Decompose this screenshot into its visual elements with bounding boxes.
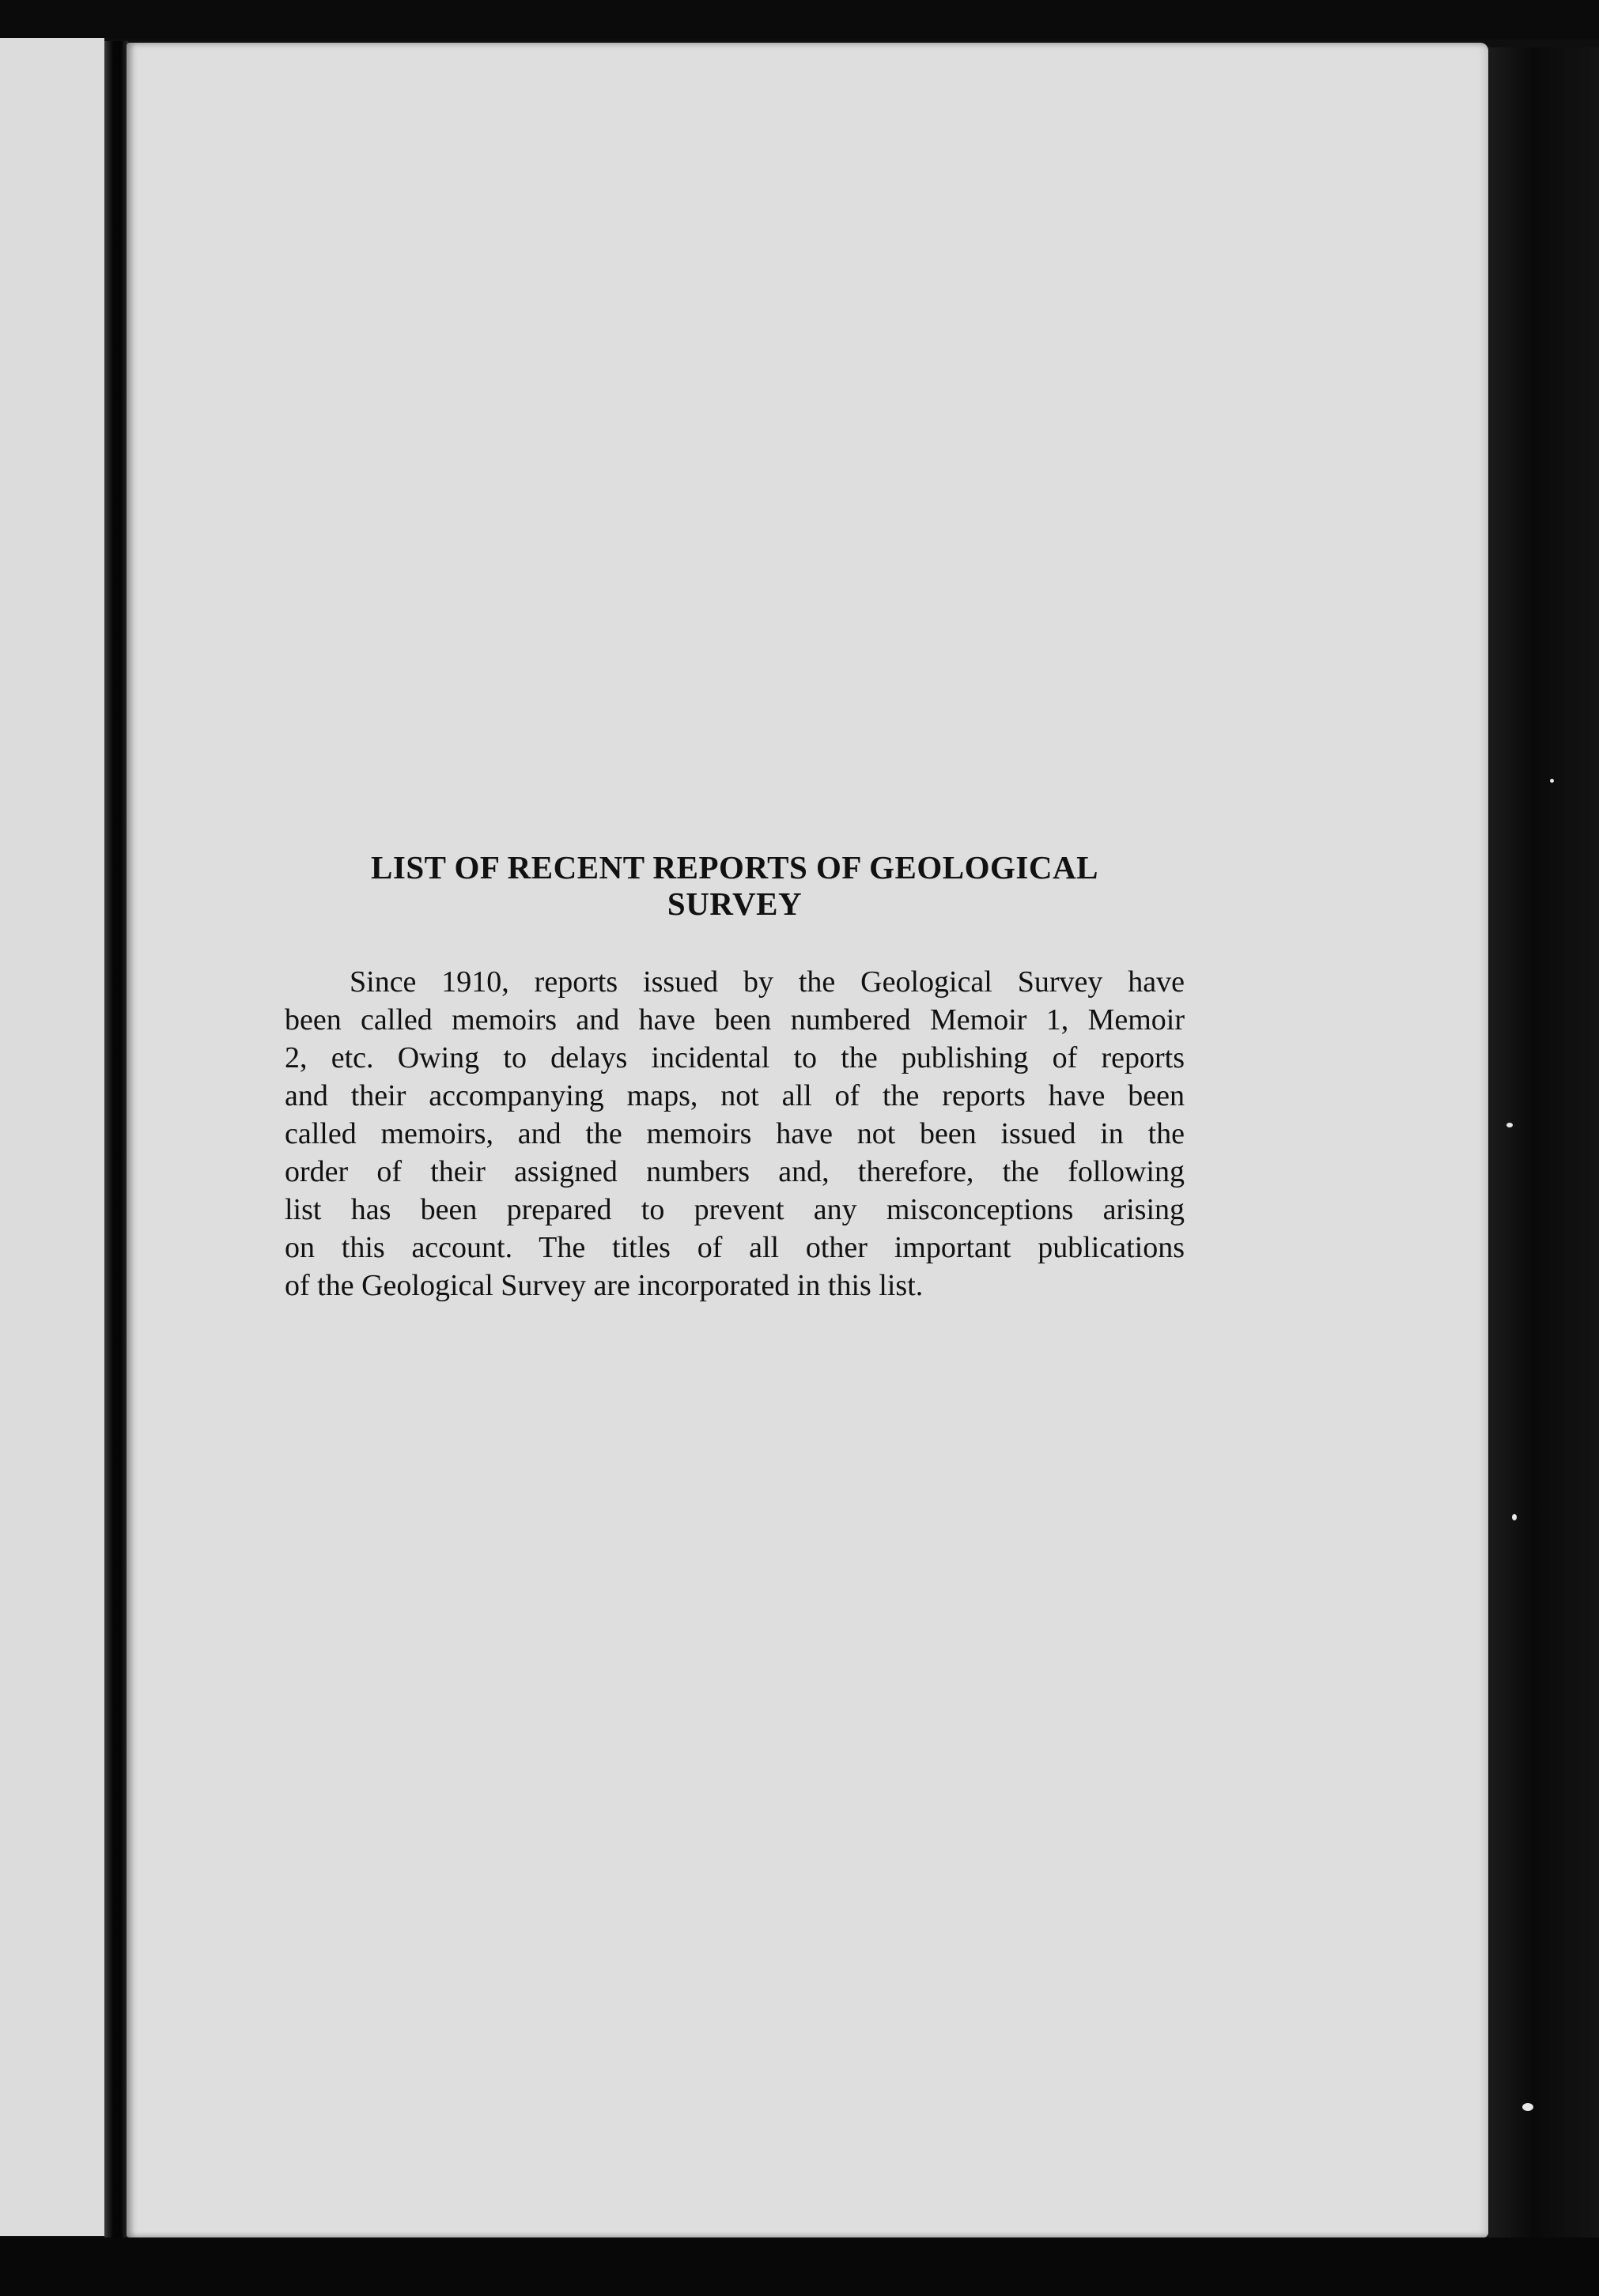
- paragraph-line-2: been called memoirs and have been numbered Memoir 1, Memoir: [285, 1003, 1185, 1037]
- scan-top-border: [0, 0, 1599, 40]
- scan-speck: [1522, 2103, 1533, 2111]
- scan-speck: [1506, 1123, 1513, 1127]
- intro-paragraph: [285, 963, 1185, 1305]
- paragraph-line-1: Since 1910, reports issued by the Geological Survey have: [350, 965, 1185, 999]
- book-gutter: [104, 41, 128, 2247]
- facing-page-edge: [0, 38, 104, 2236]
- paragraph-line-3: 2, etc. Owing to delays incidental to the publishing of reports: [285, 1041, 1185, 1074]
- scan-bottom-border: [0, 2237, 1599, 2296]
- page-heading: [285, 849, 1185, 922]
- paragraph-line-8: on this account. The titles of all other important publications: [285, 1231, 1185, 1264]
- heading-line-1: LIST OF RECENT REPORTS OF GEOLOGICAL: [371, 849, 1098, 886]
- paragraph-line-6: order of their assigned numbers and, therefore, the following: [285, 1155, 1185, 1188]
- scan-speck: [1550, 779, 1554, 783]
- scan-right-border: [1488, 47, 1599, 2261]
- paragraph-line-5: called memoirs, and the memoirs have not been issued in the: [285, 1117, 1185, 1150]
- paragraph-line-4: and their accompanying maps, not all of the reports have been: [285, 1079, 1185, 1112]
- page-content: [285, 849, 1185, 1305]
- paragraph-line-9: of the Geological Survey are incorporated in this list.: [285, 1269, 924, 1302]
- heading-line-2: SURVEY: [667, 886, 803, 922]
- paragraph-line-7: list has been prepared to prevent any misconceptions arising: [285, 1193, 1185, 1226]
- scan-speck: [1512, 1514, 1517, 1520]
